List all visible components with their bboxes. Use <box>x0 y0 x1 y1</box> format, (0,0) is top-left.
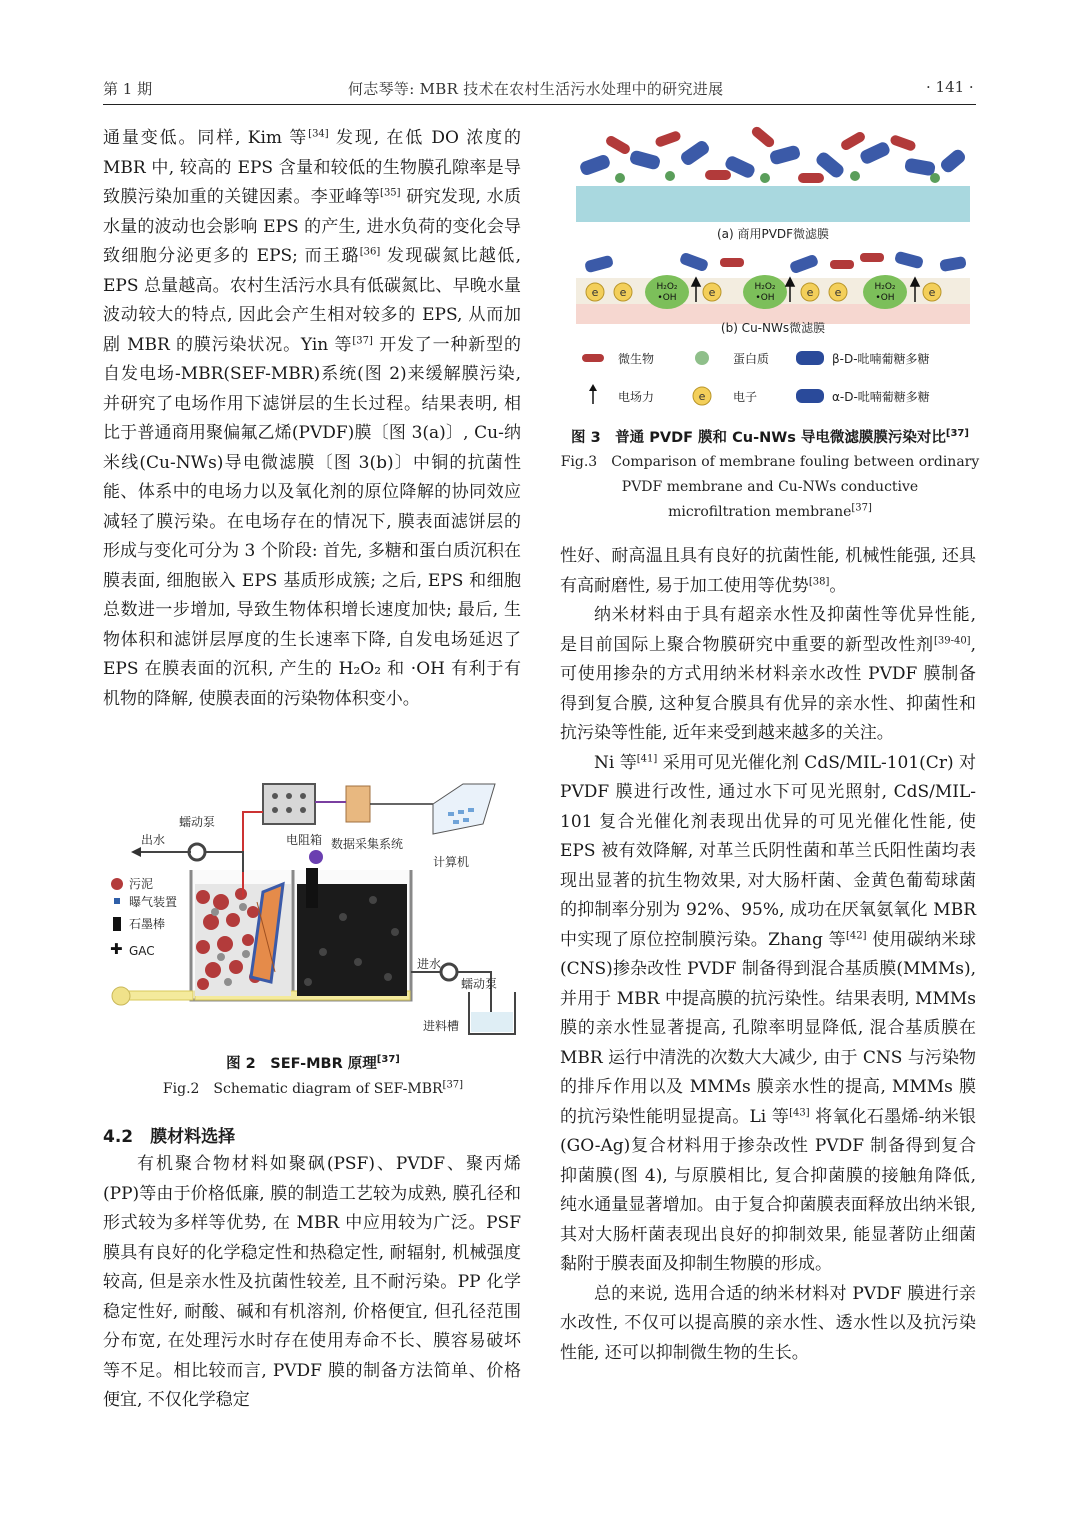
label-resistor: 电阻箱 <box>286 833 323 847</box>
figure-3a-panel <box>576 125 970 241</box>
svg-text:e: e <box>928 286 936 299</box>
svg-text:e: e <box>834 286 842 299</box>
label-pump-2: 蠕动泵 <box>461 977 498 991</box>
paragraph-summary: 总的来说, 选用合适的纳米材料对 PVDF 膜进行亲水改性, 不仅可以提高膜的亲水性、透水性以及抗污染性能, 还可以抑制微生物的生长。 <box>560 1283 976 1363</box>
figure-3-caption-en: Fig.3 Comparison of membrane fouling between ordinary PVDF membrane and Cu-NWs conductive microfiltration membrane[37] <box>560 454 980 520</box>
figure-3b-panel <box>576 251 970 335</box>
figure-2-caption-en: Fig.2 Schematic diagram of SEF-MBR[37] <box>162 1079 464 1097</box>
label-feed-tank: 进料槽 <box>423 1019 460 1033</box>
paragraph-eps: 通量变低。同样, Kim 等[34] 发现, 在低 DO 浓度的 MBR 中, 较高的 EPS 含量和较低的生物膜孔隙率是导致膜污染加重的关键因素。李亚峰等[35] 研究发现, 水质水量的波动也会影响 EPS 的产生, 进水负荷的变化会导致细胞分泌更多的 EPS; 而王璐[36] 发现碳氮比越低, EPS 总量越高。农村生活污水具有低碳氮比、早晚水量波动较大的特点, 因此会产生相对较多的 EPS, 从而加剧 MBR 的膜污染状况。Yin 等[37] 开发了一种新型的自发电场-MBR(SEF-MBR)系统(图 2)来缓解膜污染, 并研究了电场作用下滤饼层的生长过程。结果表明, 相比于普通商用聚偏氟乙烯(PVDF)膜〔图 3(a)〕, Cu-纳米线(Cu-NWs)导电微滤膜〔图 3(b)〕中铜的抗菌性能、体系中的电场力以及氧化剂的原位降解的协同效应减轻了膜污染。在电场存在的情况下, 膜表面滤饼层的形成与变化可分为 3 个阶段: 首先, 多糖和蛋白质沉积在膜表面, 细胞嵌入 EPS 基质形成簇; 之后, EPS 和细胞总数进一步增加, 导致生物体积增长速度加快; 最后, 生物体积和滤饼层厚度的生长速率下降, 自发电场延迟了 EPS 在膜表面的沉积, 产生的 H₂O₂ 和 ·OH 有利于有机物的降解, 使膜表面的污染物体积变小。 <box>103 128 521 709</box>
figure-3a-label: (a) 商用PVDF微滤膜 <box>716 227 830 241</box>
page-number: · 141 · <box>926 78 974 96</box>
figure-2-sef-mbr-diagram <box>103 772 523 1040</box>
figure-3-caption-cn: 图 3 普通 PVDF 膜和 Cu-NWs 导电微滤膜膜污染对比[37] <box>571 428 969 446</box>
svg-text:电子: 电子 <box>733 390 758 404</box>
paragraph-nanomaterials: 纳米材料由于具有超亲水性及抑菌性等优异性能, 是目前国际上聚合物膜研究中重要的新型改性剂[39-40], 可使用掺杂的方式用纳米材料亲水改性 PVDF 膜制备得到复合膜, 这种复合膜具有优异的亲水性、抑菌性和抗污染等性能, 近年来受到越来越多的关注。 <box>560 605 976 743</box>
svg-text:α-D-吡喃葡糖多糖: α-D-吡喃葡糖多糖 <box>832 390 930 404</box>
paragraph-membrane-materials: 有机聚合物材料如聚砜(PSF)、PVDF、聚丙烯(PP)等由于价格低廉, 膜的制造工艺较为成熟, 膜孔径和形式较为多样等优势, 在 MBR 中应用较为广泛。PSF 膜具有良好的化学稳定性和热稳定性, 耐辐射, 机械强度较高, 但是亲水性及抗菌性较差, 且不耐污染。PP 化学稳定性好, 耐酸、碱和有机溶剂, 价格便宜, 但孔径范围分布宽, 在处理污水时存在使用寿命不长、膜容易破坏等不足。相比较而言, PVDF 膜的制备方法简单、价格便宜, 不仅化学稳定 <box>103 1154 521 1410</box>
figure-3-membrane-fouling <box>560 118 980 418</box>
header-rule <box>103 104 976 105</box>
svg-text:e: e <box>806 286 814 299</box>
figure-3b-label: (b) Cu-NWs微滤膜 <box>720 321 826 335</box>
svg-text:e: e <box>591 286 599 299</box>
svg-text:•OH: •OH <box>755 293 775 303</box>
legend-graphite: 石墨棒 <box>129 917 166 931</box>
paragraph-pvdf-cont: 性好、耐高温且具有良好的抗菌性能, 机械性能强, 还具有高耐磨性, 易于加工使用等优势[38]。 <box>560 546 976 596</box>
legend-gac: GAC <box>129 944 155 958</box>
label-outlet: 出水 <box>141 833 166 847</box>
svg-text:✚: ✚ <box>110 940 123 958</box>
left-column <box>103 124 521 714</box>
running-header-issue: 第 1 期 <box>103 80 153 98</box>
svg-text:e: e <box>708 286 716 299</box>
label-pump-1: 蠕动泵 <box>179 815 216 829</box>
figure-3-legend <box>582 351 930 405</box>
running-header-title: 何志琴等: MBR 技术在农村生活污水处理中的研究进展 <box>348 80 724 98</box>
svg-text:电场力: 电场力 <box>618 390 655 404</box>
svg-text:H₂O₂: H₂O₂ <box>656 282 678 292</box>
section-heading-4-2: 4.2 膜材料选择 <box>103 1127 236 1147</box>
left-column-bottom <box>103 1150 521 1416</box>
label-inlet: 进水 <box>417 957 442 971</box>
label-computer: 计算机 <box>433 855 470 869</box>
paragraph-modification-studies: Ni 等[41] 采用可见光催化剂 CdS/MIL-101(Cr) 对 PVDF 膜进行改性, 通过水下可见光照射, CdS/MIL-101 复合光催化剂表现出优异的可见光催化性能, 使 EPS 被有效降解, 对革兰氏阴性菌和革兰氏阳性菌均表现出显著的抗生物效果, 对大肠杆菌、金黄色葡萄球菌的抑制率分别为 92%、95%, 成功在厌氧氨氧化 MBR 中实现了原位控制膜污染。Zhang 等[42] 使用碳纳米球(CNS)掺杂改性 PVDF 制备得到混合基质膜(MMMs), 并用于 MBR 中提高膜的抗污染性。结果表明, MMMs 膜的亲水性显著提高, 孔隙率明显降低, 混合基质膜在 MBR 运行中清洗的次数大大减少, 由于 CNS 与污染物的排斥作用以及 MMMs 膜亲水性的提高, MMMs 膜的抗污染性能明显提高。Li 等[43] 将氧化石墨烯-纳米银(GO-Ag)复合材料用于掺杂改性 PVDF 制备得到复合抑菌膜(图 4), 与原膜相比, 复合抑菌膜的接触角降低, 纯水通量显著增加。由于复合抑菌膜表面释放出纳米银, 其对大肠杆菌表现出良好的抑制效果, 能显著防止细菌黏附于膜表面及抑制生物膜的形成。 <box>560 752 976 1274</box>
svg-text:H₂O₂: H₂O₂ <box>754 282 776 292</box>
svg-text:•OH: •OH <box>875 293 895 303</box>
svg-text:H₂O₂: H₂O₂ <box>874 282 896 292</box>
legend-aerator: 曝气装置 <box>129 895 178 909</box>
svg-text:蛋白质: 蛋白质 <box>733 352 770 366</box>
svg-text:微生物: 微生物 <box>618 352 655 366</box>
label-das: 数据采集系统 <box>331 837 404 851</box>
right-column <box>560 542 976 1368</box>
legend-sludge: 污泥 <box>129 877 154 891</box>
figure-2-caption-cn: 图 2 SEF-MBR 原理[37] <box>226 1054 400 1072</box>
svg-text:e: e <box>698 390 706 403</box>
svg-text:e: e <box>619 286 627 299</box>
svg-text:•OH: •OH <box>657 293 677 303</box>
svg-text:β-D-吡喃葡糖多糖: β-D-吡喃葡糖多糖 <box>832 352 930 366</box>
